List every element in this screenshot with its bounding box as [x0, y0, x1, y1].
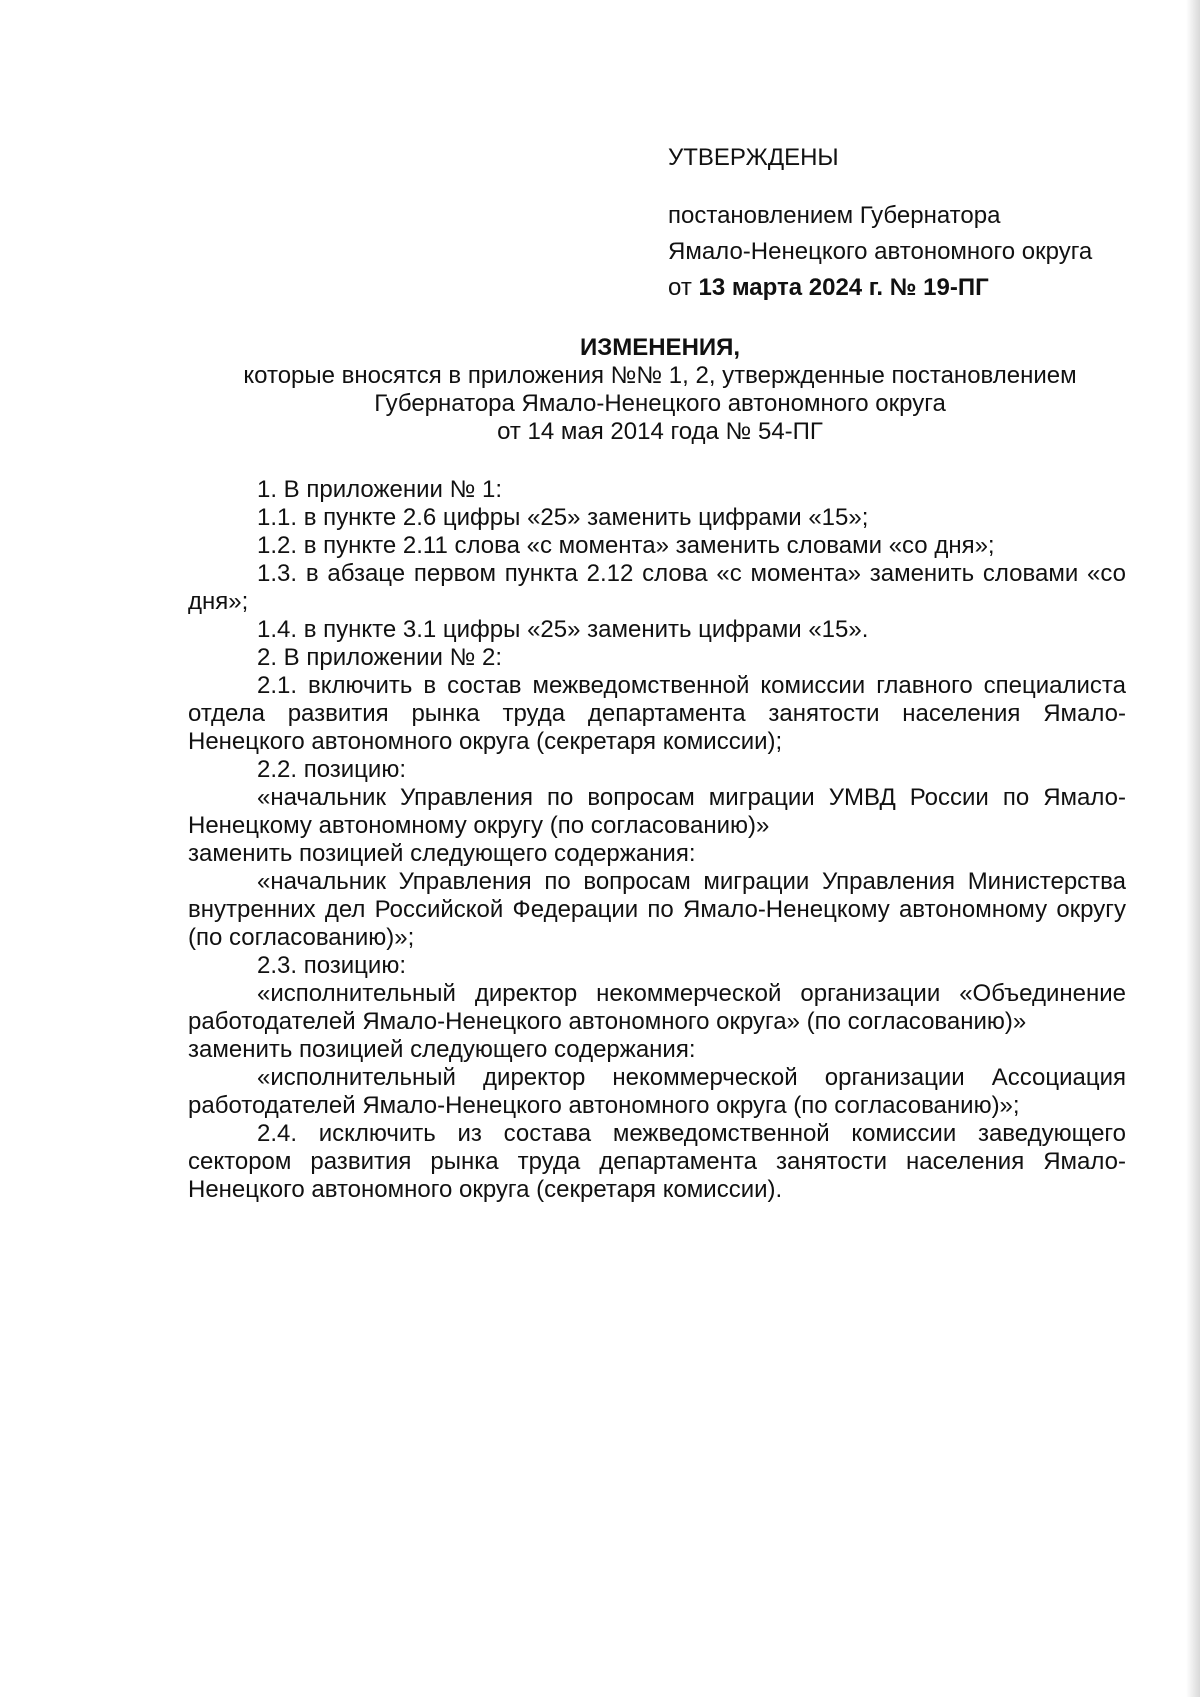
document-title: ИЗМЕНЕНИЯ, [579, 334, 741, 361]
document-body [188, 476, 1126, 1204]
approval-gap [668, 176, 1138, 198]
item-2-3: 2.3. позицию: [257, 952, 407, 979]
item-2: 2. В приложении № 2: [257, 644, 503, 671]
item-2-1: 2.1. включить в состав межведомственной комиссии главного специалиста отдела развития рынка труда департамента занятости населения Ямало-Ненецкого автономного округа (секретаря комиссии); [188, 672, 1126, 755]
item-2-2-replace-text: заменить позицией следующего содержания: [188, 840, 696, 867]
approval-date-line [668, 270, 1138, 306]
approval-line-1: постановлением Губернатора [668, 202, 1001, 229]
document-subtitle-line-2: Губернатора Ямало-Ненецкого автономного округа [374, 390, 946, 417]
item-2-3-old-position: «исполнительный директор некоммерческой организации «Объединение работодателей Ямало-Ненецкого автономного округа» (по согласованию)» [188, 980, 1126, 1035]
item-2-2-old-position: «начальник Управления по вопросам миграции УМВД России по Ямало-Ненецкому автономному округу (по согласованию)» [188, 784, 1126, 839]
approval-line-2: Ямало-Ненецкого автономного округа [668, 238, 1093, 265]
item-2-3-replace-text: заменить позицией следующего содержания: [188, 1036, 696, 1063]
approval-block [668, 140, 1138, 306]
approval-date-prefix: от [668, 274, 699, 301]
document-header [180, 334, 1140, 446]
item-1-1: 1.1. в пункте 2.6 цифры «25» заменить цифрами «15»; [257, 504, 869, 531]
page-edge-shadow [1186, 0, 1200, 1697]
item-2-4: 2.4. исключить из состава межведомственной комиссии заведующего сектором развития рынка труда департамента занятости населения Ямало-Ненецкого автономного округа (секретаря комиссии). [188, 1120, 1126, 1203]
item-1: 1. В приложении № 1: [257, 476, 503, 503]
item-1-2: 1.2. в пункте 2.11 слова «с момента» заменить словами «со дня»; [257, 532, 995, 559]
item-2-2-new-position: «начальник Управления по вопросам миграции Управления Министерства внутренних дел Российской Федерации по Ямало-Ненецкому автономному округу (по согласованию)»; [188, 868, 1126, 951]
item-2-2: 2.2. позицию: [257, 756, 407, 783]
document-subtitle-line-3: от 14 мая 2014 года № 54-ПГ [497, 418, 823, 445]
approval-date-value: 13 марта 2024 г. № 19-ПГ [698, 274, 989, 301]
document-subtitle-line-1: которые вносятся в приложения №№ 1, 2, утвержденные постановлением [243, 362, 1077, 389]
item-1-4: 1.4. в пункте 3.1 цифры «25» заменить цифрами «15». [257, 616, 869, 643]
approval-status: УТВЕРЖДЕНЫ [668, 144, 839, 171]
item-2-3-new-position: «исполнительный директор некоммерческой организации Ассоциация работодателей Ямало-Ненецкого автономного округа (по согласованию)»; [188, 1064, 1126, 1119]
item-1-3: 1.3. в абзаце первом пункта 2.12 слова «с момента» заменить словами «со дня»; [188, 560, 1126, 615]
